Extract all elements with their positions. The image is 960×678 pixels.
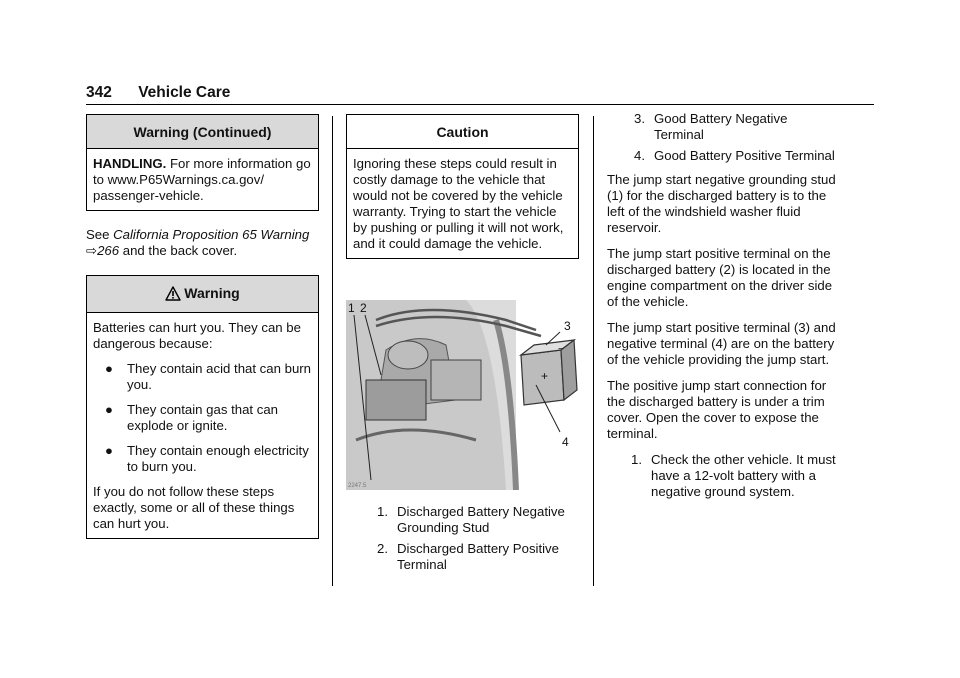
- column-divider-2: [593, 116, 594, 586]
- see-link[interactable]: California Proposition 65 Warning: [113, 227, 310, 242]
- engine-battery-figure: [346, 290, 579, 490]
- column-2: [346, 114, 579, 581]
- see-paragraph: See California Proposition 65 Warning ⇨266 and the back cover.: [86, 227, 310, 258]
- figure-legend-b: [607, 111, 839, 164]
- warning-title: Warning: [184, 285, 240, 301]
- list-item: 3. Good Battery Negative Terminal: [634, 111, 788, 142]
- handling-lead: HANDLING.: [93, 156, 167, 171]
- svg-text:−: −: [558, 344, 564, 355]
- warning-continued-box: [86, 114, 319, 211]
- list-item: ● They contain acid that can burn you.: [105, 361, 312, 392]
- steps-list: [631, 452, 839, 500]
- warning-intro: Batteries can hurt you. They can be dangerous because:: [93, 320, 301, 351]
- list-item: 1. Discharged Battery Negative Grounding Stud: [377, 504, 565, 535]
- paragraph: The jump start positive terminal on the discharged battery (2) is located in the engine compartment on the driver side of the vehicle.: [607, 246, 833, 309]
- handling-text: For more information go to www.P65Warnings.ca.gov/ passenger-vehicle.: [93, 156, 311, 203]
- good-battery-icon: [521, 340, 577, 405]
- list-item: ● They contain gas that can explode or ignite.: [105, 402, 279, 433]
- caution-text: Ignoring these steps could result in costly damage to the vehicle that would not be covered by the vehicle warranty. Trying to start the vehicle by pushing or pulling it will not work, and it could damage the vehicle.: [353, 156, 564, 251]
- warning-triangle-icon: [165, 286, 181, 304]
- caution-title: Caution: [347, 115, 578, 148]
- column-divider-1: [332, 116, 333, 586]
- paragraph: The positive jump start connection for the discharged battery is under a trim cover. Open the cover to expose the terminal.: [607, 378, 827, 441]
- column-1: [86, 114, 319, 539]
- warning-continued-title: Warning (Continued): [87, 115, 318, 148]
- figure-legend-a: [377, 504, 579, 573]
- list-item: 4. Good Battery Positive Terminal: [634, 148, 835, 163]
- page-ref[interactable]: 266: [97, 243, 120, 258]
- callout-1: 1: [348, 301, 355, 315]
- figure-code: 2247.5: [348, 483, 367, 489]
- callout-3: 3: [564, 319, 571, 333]
- warning-box: [86, 275, 319, 539]
- svg-text:+: +: [541, 369, 549, 383]
- header-rule: [86, 104, 874, 105]
- page-header: [86, 84, 230, 102]
- engine-illustration: [346, 290, 579, 490]
- paragraph: The jump start negative grounding stud (1) for the discharged battery is to the left of the windshield washer fluid reservoir.: [607, 172, 836, 235]
- list-item: 2. Discharged Battery Positive Terminal: [377, 541, 559, 572]
- list-item: ● They contain enough electricity to burn you.: [105, 443, 309, 474]
- column-3: [607, 111, 839, 505]
- list-item: 1. Check the other vehicle. It must have a 12-volt battery with a negative ground system.: [631, 452, 836, 499]
- page-number: 342: [86, 84, 112, 101]
- warning-header: [87, 276, 318, 312]
- warning-outro: If you do not follow these steps exactly, some or all of these things can hurt you.: [93, 484, 295, 531]
- page-ref-arrow-icon: ⇨: [86, 243, 98, 258]
- callout-4: 4: [562, 435, 569, 449]
- callout-2: 2: [360, 301, 367, 315]
- paragraph: The jump start positive terminal (3) and negative terminal (4) are on the battery of the vehicle providing the jump start.: [607, 320, 836, 367]
- section-title: Vehicle Care: [138, 84, 231, 101]
- caution-box: [346, 114, 579, 259]
